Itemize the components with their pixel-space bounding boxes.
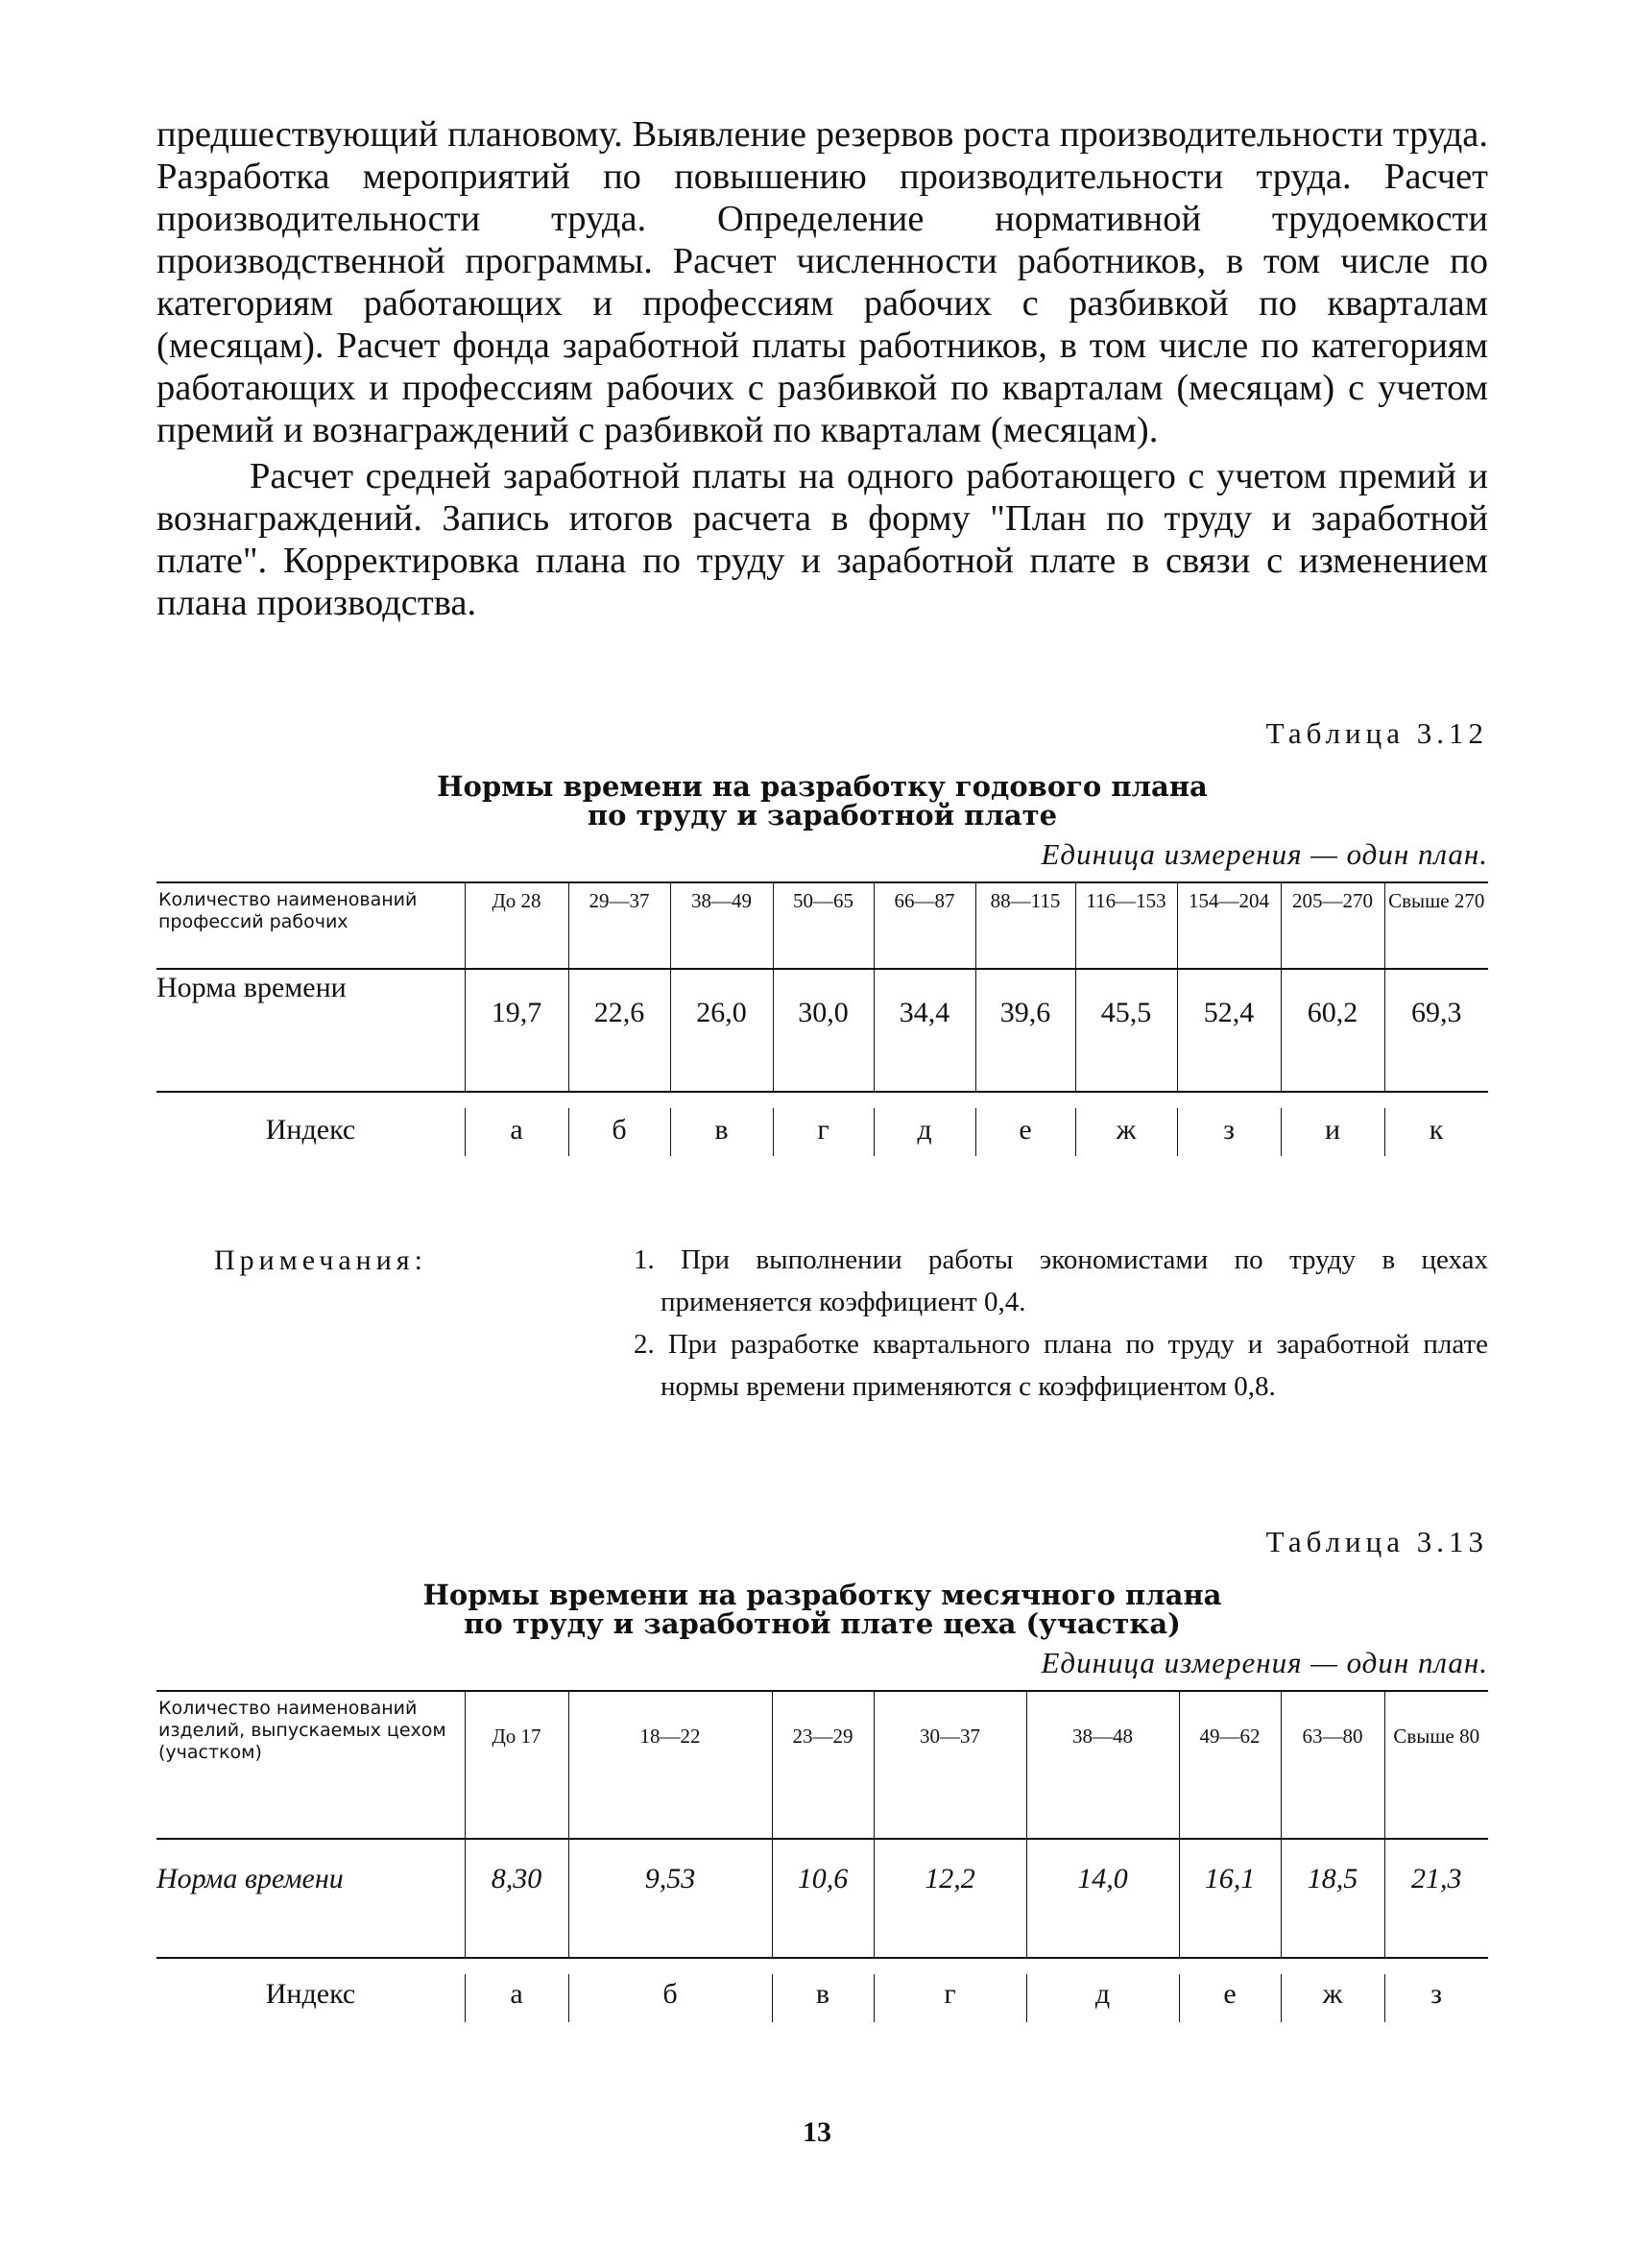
table-313-index-label: Индекс [265,1978,356,2010]
table-313-index-value: е [1179,1958,1281,2036]
table-312-norm-value: 52,4 [1177,969,1281,1092]
table-312-block [156,716,1488,1193]
table-312-index-value: а [465,1092,568,1193]
table-313-norm-value: 12,2 [874,1839,1026,1958]
table-312-norm-value: 39,6 [975,969,1075,1092]
notes-list [634,1239,1488,1408]
table-312-index-value: ж [1075,1092,1177,1193]
table-313-index-value: ж [1281,1958,1384,2036]
notes-block [156,1239,1488,1431]
table-312-col-header: 88—115 [975,882,1075,969]
page-number: 13 [803,2116,831,2148]
table-312-index-value: б [568,1092,670,1193]
table-312-col-header: 66—87 [874,882,975,969]
table-312-title-line1: Нормы времени на разработку годового плана [437,770,1208,803]
table-313-norm-value: 18,5 [1281,1839,1384,1958]
table-313-norm-value: 21,3 [1384,1839,1488,1958]
table-312-index-value: к [1384,1092,1488,1193]
table-312-col-header: 29—37 [568,882,670,969]
table-312-norm-label: Норма времени [156,969,465,1092]
table-312-norm-value: 26,0 [670,969,773,1092]
table-312-index-label: Индекс [265,1114,356,1146]
table-312-col-header: 116—153 [1075,882,1177,969]
table-313-index-value: б [568,1958,772,2036]
table-312-norm-value: 34,4 [874,969,975,1092]
table-312-norm-value: 69,3 [1384,969,1488,1092]
table-313-col-header: 18—22 [568,1691,772,1839]
table-313-index-value: а [465,1958,568,2036]
body-paragraph-2: Расчет средней заработной платы на одного работающего с учетом премий и вознаграждений. Запись итогов расчета в форму "План по труду и заработной плате". Корректировка плана по труду и заработной плате в связи с изменением плана производства. [156,456,1488,623]
table-312-title [156,772,1488,830]
table-313-title-line2: по труду и заработной плате цеха (участка) [464,1607,1181,1640]
note-item: 2. При разработке квартального плана по труду и заработной плате нормы времени применяются с коэффициентом 0,8. [634,1329,1488,1402]
table-313-col-header: Свыше 80 [1384,1691,1488,1839]
table-313-norm-row [156,1839,1488,1958]
table-313-label: Таблица 3.13 [1265,1525,1488,1558]
table-312-norm-row [156,969,1488,1092]
table-312-index-value: г [773,1092,874,1193]
table-312-col-header: Свыше 270 [1384,882,1488,969]
table-313-index-value: з [1384,1958,1488,2036]
table-312-col-header: До 28 [465,882,568,969]
table-312-title-line2: по труду и заработной плате [587,799,1058,832]
table-312 [156,881,1488,1193]
table-313-title [156,1580,1488,1638]
table-313-col-header: До 17 [465,1691,568,1839]
table-313-title-line1: Нормы времени на разработку месячного плана [422,1579,1222,1611]
table-313-norm-value: 8,30 [465,1839,568,1958]
table-312-index-value: д [874,1092,975,1193]
table-312-col-header: 205—270 [1281,882,1384,969]
table-312-norm-value: 19,7 [465,969,568,1092]
table-313-index-value: в [772,1958,874,2036]
table-313-norm-value: 10,6 [772,1839,874,1958]
table-312-col-header: 154—204 [1177,882,1281,969]
table-312-norm-value: 45,5 [1075,969,1177,1092]
page [156,113,1488,2036]
table-312-index-row [156,1092,1488,1193]
table-312-label: Таблица 3.12 [1265,716,1488,750]
table-313-norm-label: Норма времени [156,1839,465,1958]
table-313-norm-value: 9,53 [568,1839,772,1958]
table-313-norm-value: 14,0 [1026,1839,1179,1958]
table-313-col-header: 63—80 [1281,1691,1384,1839]
table-313-col-header: 38—48 [1026,1691,1179,1839]
note-item: 1. При выполнении работы экономистами по труду в цехах применяется коэффициент 0,4. [634,1244,1488,1317]
table-312-header-row [156,882,1488,969]
table-312-index-value: в [670,1092,773,1193]
table-313-col-header: 23—29 [772,1691,874,1839]
table-313-index-value: д [1026,1958,1179,2036]
table-313-index-row [156,1958,1488,2036]
table-313-col-header: 49—62 [1179,1691,1281,1839]
table-312-index-value: е [975,1092,1075,1193]
table-312-index-value: и [1281,1092,1384,1193]
notes-label: Примечания: [214,1244,427,1276]
table-312-norm-value: 22,6 [568,969,670,1092]
table-312-norm-value: 60,2 [1281,969,1384,1092]
body-paragraph-1: предшествующий плановому. Выявление резервов роста производительности труда. Разработка мероприятий по повышению производительности труда. Расчет производительности труда. Определение нормативной трудоемкости производственной программы. Расчет численности работников, в том числе по категориям работающих и профессиям рабочих с разбивкой по кварталам (месяцам). Расчет фонда заработной платы работников, в том числе по категориям работающих и профессиям рабочих с разбивкой по кварталам (месяцам) с учетом премий и вознаграждений с разбивкой по кварталам (месяцам). [156,114,1488,450]
table-312-col-header: 50—65 [773,882,874,969]
table-313-index-value: г [874,1958,1026,2036]
table-313-header-label: Количество наименований изделий, выпускаемых цехом (участком) [156,1691,465,1839]
table-313-col-header: 30—37 [874,1691,1026,1839]
table-312-header-label: Количество наименований профессий рабочих [156,882,465,969]
table-313-block [156,1525,1488,2036]
table-313-unit: Единица измерения — один план. [1041,1646,1488,1679]
table-312-norm-value: 30,0 [773,969,874,1092]
table-313 [156,1690,1488,2036]
table-312-col-header: 38—49 [670,882,773,969]
table-313-norm-value: 16,1 [1179,1839,1281,1958]
table-313-header-row [156,1691,1488,1839]
table-312-unit: Единица измерения — один план. [1041,837,1488,871]
table-312-index-value: з [1177,1092,1281,1193]
